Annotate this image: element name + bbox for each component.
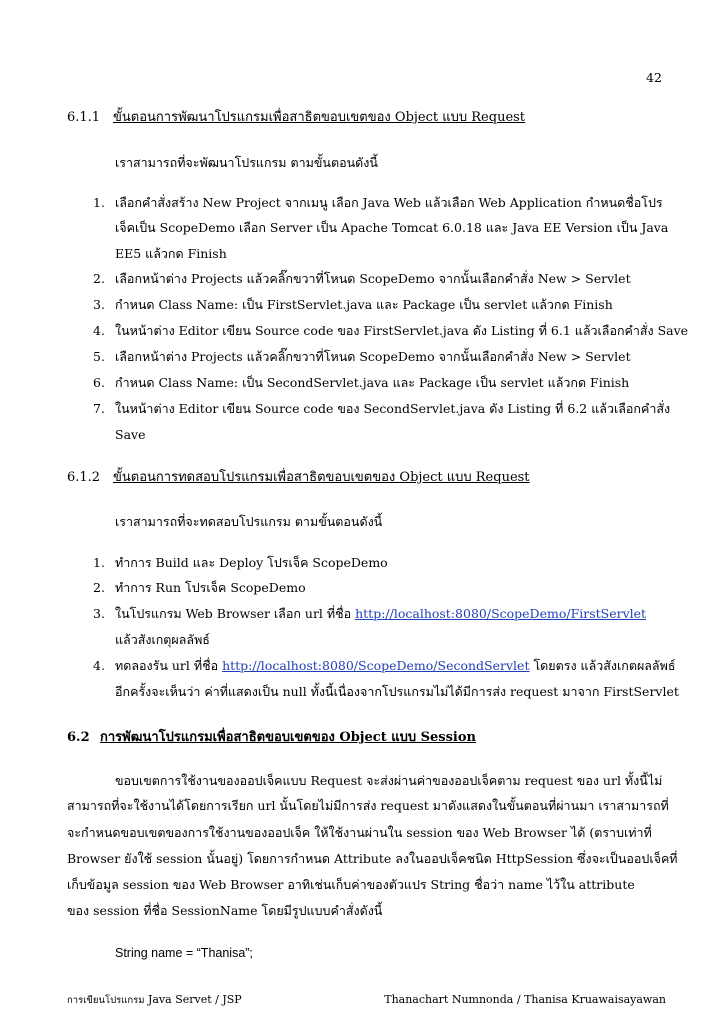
step-text-prefix: ในโปรแกรม Web Browser เลือก url ที่ชื่อ	[115, 606, 356, 621]
secondservlet-url-link[interactable]: http://localhost:8080/ScopeDemo/SecondServlet	[222, 658, 530, 673]
footer-left-title: Java Servet / JSP	[147, 993, 242, 1006]
paragraph-line: ของ session ที่ชื่อ SessionName โดยมีรูปแบบคำสั่งดังนี้	[67, 903, 383, 918]
step-text: Save	[115, 427, 146, 442]
section-62-title: การพัฒนาโปรแกรมเพื่อสาธิตขอบเขตของ Object แบบ Session	[100, 730, 476, 745]
code-line: String name = “Thanisa”;	[115, 946, 253, 960]
footer-left	[67, 992, 242, 1009]
step-text-suffix: โดยตรง แล้วสังเกตผลลัพธ์	[529, 658, 676, 673]
step-number: 1.	[93, 555, 105, 570]
step-number: 5.	[93, 349, 105, 364]
step-number: 4.	[93, 323, 105, 338]
step-text	[115, 606, 646, 622]
section-611-number: 6.1.1	[67, 110, 101, 125]
step-text	[115, 658, 675, 674]
step-text: อีกครั้งจะเห็นว่า ค่าที่แสดงเป็น null ทั้งนี้เนื่องจากโปรแกรมไม่ได้มีการส่ง request มาจาก FirstServlet	[115, 684, 679, 699]
step-text-prefix: ทดลองรัน url ที่ชื่อ	[115, 658, 223, 673]
step-text: เจ็คเป็น ScopeDemo เลือก Server เป็น Apache Tomcat 6.0.18 และ Java EE Version เป็น Java	[115, 220, 669, 235]
step-text: กำหนด Class Name: เป็น FirstServlet.java และ Package เป็น servlet แล้วกด Finish	[115, 297, 613, 312]
step-text: ในหน้าต่าง Editor เขียน Source code ของ SecondServlet.java ดัง Listing ที่ 6.2 แล้วเลือกคำสั่ง	[115, 401, 671, 416]
step-text: ทำการ Run โปรเจ็ค ScopeDemo	[115, 580, 306, 595]
step-text: แล้วสังเกตุผลลัพธ์	[115, 632, 210, 647]
section-612-intro: เราสามารถที่จะทดสอบโปรแกรม ตามขั้นตอนดังนี้	[115, 514, 383, 529]
step-text: กำหนด Class Name: เป็น SecondServlet.java และ Package เป็น servlet แล้วกด Finish	[115, 375, 630, 390]
step-number: 2.	[93, 271, 105, 286]
firstservlet-url-link[interactable]: http://localhost:8080/ScopeDemo/FirstServlet	[355, 606, 647, 621]
section-62-number: 6.2	[67, 730, 90, 745]
paragraph-line: สามารถที่จะใช้งานได้โดยการเรียก url นั้นโดยไม่มีการส่ง request มาดังแสดงในขั้นตอนที่ผ่านมา เราสามารถที่	[67, 798, 669, 813]
step-text: เลือกคำสั่งสร้าง New Project จากเมนู เลือก Java Web แล้วเลือก Web Application กำหนดชื่อโปร	[115, 195, 663, 210]
step-number: 3.	[93, 606, 105, 621]
step-number: 2.	[93, 580, 105, 595]
section-612-title: ขั้นตอนการทดสอบโปรแกรมเพื่อสาธิตขอบเขตของ Object แบบ Request	[113, 470, 530, 485]
paragraph-line: ขอบเขตการใช้งานของออปเจ็คแบบ Request จะส่งผ่านค่าของออปเจ็คตาม request ของ url ทั้งนี้ไม่	[115, 773, 663, 788]
footer-right: Thanachart Numnonda / Thanisa Kruawaisayawan	[384, 993, 666, 1006]
paragraph-line: จะกำหนดขอบเขตของการใช้งานของออปเจ็ค ให้ใช้งานผ่านใน session ของ Web Browser ได้ (ตราบเท่าที่	[67, 825, 652, 840]
footer-left-small: การเขียนโปรแกรม	[67, 995, 145, 1006]
paragraph-line: เก็บข้อมูล session ของ Web Browser อาทิเช่นเก็บค่าของตัวแปร String ชื่อว่า name ไว้ใน attribute	[67, 877, 635, 892]
step-number: 6.	[93, 375, 105, 390]
step-text: ในหน้าต่าง Editor เขียน Source code ของ FirstServlet.java ดัง Listing ที่ 6.1 แล้วเลือกคำสั่ง Save	[115, 323, 689, 338]
step-number: 7.	[93, 401, 105, 416]
step-text: เลือกหน้าต่าง Projects แล้วคลิ๊กขวาที่โหนด ScopeDemo จากนั้นเลือกคำสั่ง New > Servlet	[115, 349, 631, 364]
paragraph-line: Browser ยังใช้ session นั้นอยู่) โดยการกำหนด Attribute ลงในออปเจ็คชนิด HttpSession ซึ่งจะเป็นออปเจ็คที่	[67, 851, 678, 866]
section-611-title: ขั้นตอนการพัฒนาโปรแกรมเพื่อสาธิตขอบเขตของ Object แบบ Request	[113, 110, 526, 125]
section-611-intro: เราสามารถที่จะพัฒนาโปรแกรม ตามขั้นตอนดังนี้	[115, 155, 378, 170]
step-text: EE5 แล้วกด Finish	[115, 246, 227, 261]
step-text: ทำการ Build และ Deploy โปรเจ็ค ScopeDemo	[115, 555, 388, 570]
step-text: เลือกหน้าต่าง Projects แล้วคลิ๊กขวาที่โหนด ScopeDemo จากนั้นเลือกคำสั่ง New > Servlet	[115, 271, 631, 286]
step-number: 1.	[93, 195, 105, 210]
section-612-number: 6.1.2	[67, 470, 101, 485]
page-number: 42	[646, 70, 662, 85]
step-number: 4.	[93, 658, 105, 673]
step-number: 3.	[93, 297, 105, 312]
